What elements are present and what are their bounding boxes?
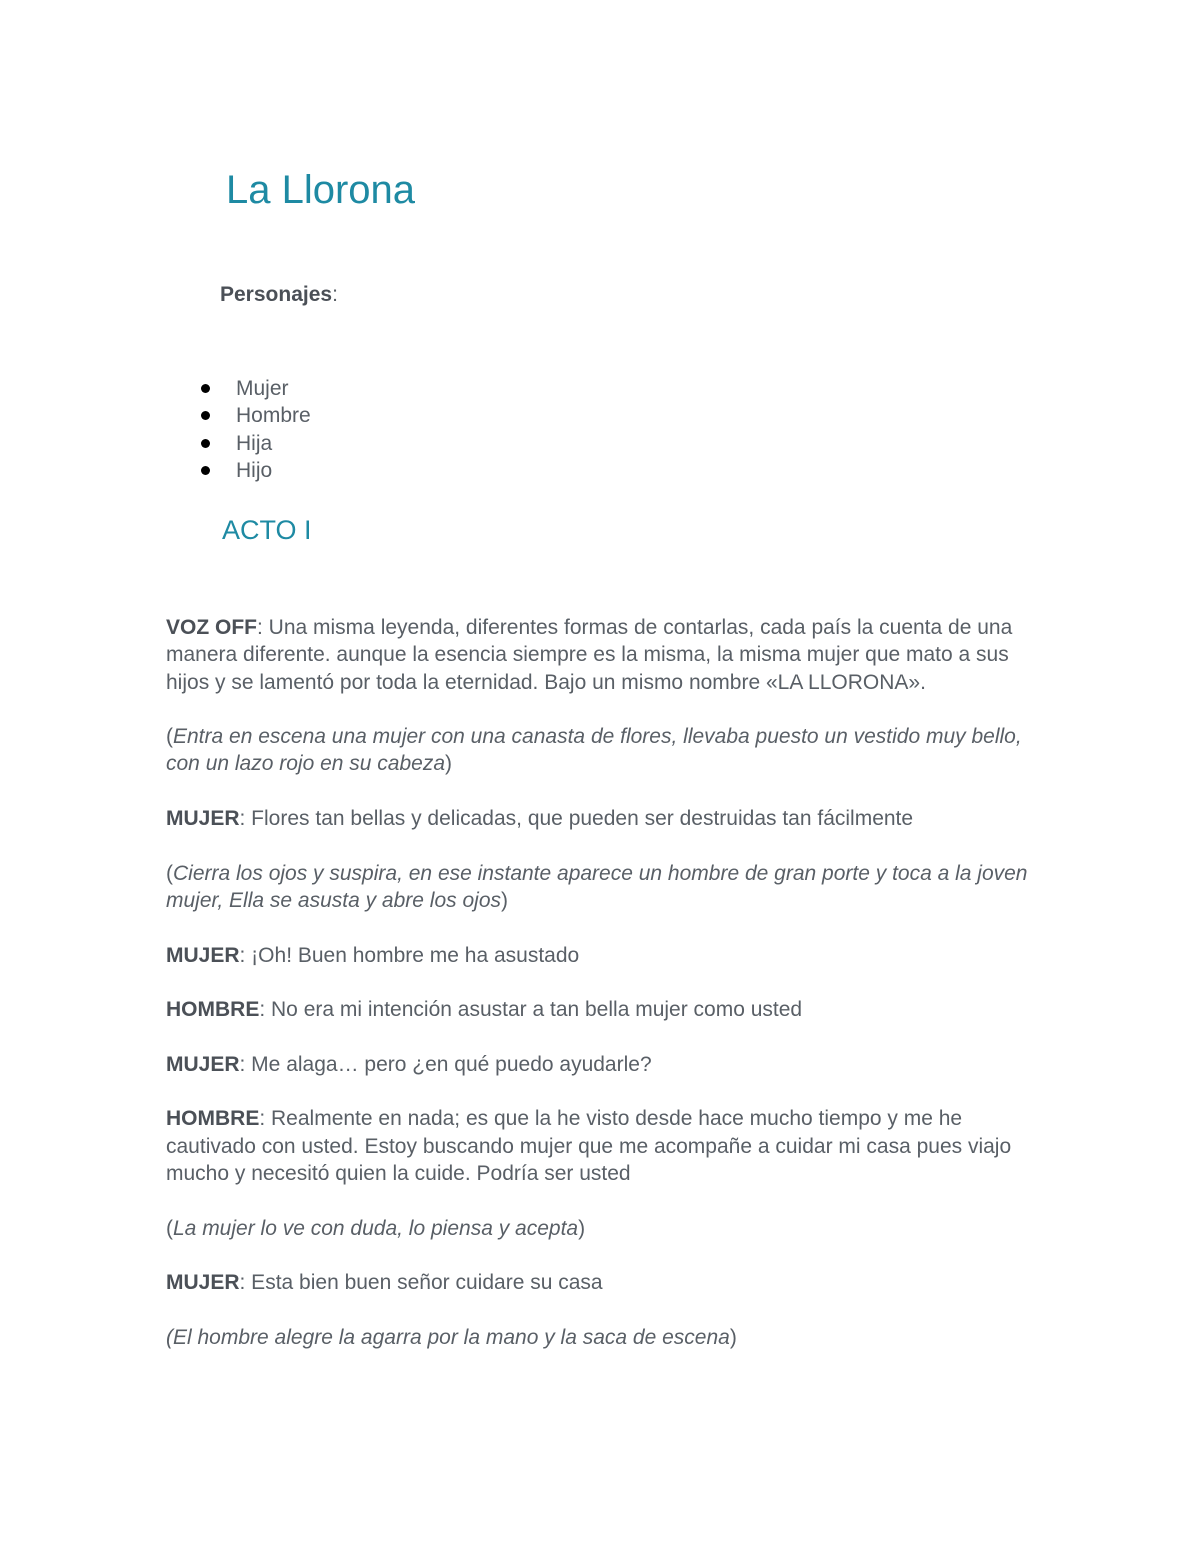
cast-item: [200, 375, 311, 402]
speaker-name: MUJER: [166, 807, 240, 831]
dialogue-line: [166, 1105, 1036, 1187]
cast-item: [200, 430, 311, 457]
stage-direction-content: El hombre alegre la agarra por la mano y la saca de escena: [173, 1325, 730, 1349]
stage-direction: (Cierra los ojos y suspira, en ese instante aparece un hombre de gran porte y toca a la joven mujer, Ella se asusta y abre los ojos): [166, 861, 1028, 912]
speaker-name: VOZ OFF: [166, 616, 257, 639]
dialogue-line: [166, 996, 1036, 1023]
speaker-name: HOMBRE: [166, 998, 260, 1022]
speaker-name: MUJER: [166, 1052, 240, 1076]
stage-direction-text: La mujer lo ve con duda, lo piensa y acepta: [173, 1216, 579, 1240]
cast-item-label: Mujer: [236, 377, 289, 400]
stage-direction: (El hombre alegre la agarra por la mano y la saca de escena): [166, 1325, 737, 1349]
stage-direction-text: (El hombre alegre la agarra por la mano y la saca de escena: [166, 1325, 730, 1349]
dialogue-text: : No era mi intención asustar a tan bella mujer como usted: [259, 998, 803, 1022]
bullet-icon: [201, 439, 210, 448]
dialogue-text: : Realmente en nada; es que la he visto desde hace mucho tiempo y me he cautivado con usted. Estoy buscando mujer que me acompañe a cuidar mi casa pues viajo mucho y necesitó quien la cuide. Podría ser usted: [166, 1107, 1012, 1185]
cast-item: [200, 402, 311, 429]
cast-label-text: Personajes: [220, 283, 333, 306]
act-heading: ACTO I: [222, 515, 312, 545]
stage-direction-text: Cierra los ojos y suspira, en ese instante aparece un hombre de gran porte y toca a la joven mujer, Ella se asusta y abre los ojos: [166, 861, 1028, 912]
speaker-name: MUJER: [166, 1271, 240, 1295]
cast-item: [200, 457, 311, 484]
stage-direction-text: Entra en escena una mujer con una canasta de flores, llevaba puesto un vestido muy bello, con un lazo rojo en su cabeza: [166, 725, 1022, 776]
dialogue-line: [166, 942, 1036, 969]
dialogue-line: [166, 805, 1036, 832]
cast-label: [220, 281, 338, 309]
dialogue-line: [166, 614, 1036, 696]
document-title: La Llorona: [226, 168, 416, 212]
speaker-name: MUJER: [166, 943, 240, 967]
script-body: [166, 614, 1036, 1378]
dialogue-text: : Me alaga… pero ¿en qué puedo ayudarle?: [239, 1052, 652, 1076]
dialogue-line: [166, 1269, 1036, 1296]
cast-label-colon: :: [332, 283, 338, 306]
bullet-icon: [201, 466, 210, 475]
dialogue-line: [166, 1051, 1036, 1078]
stage-direction: (Entra en escena una mujer con una canasta de flores, llevaba puesto un vestido muy bello, con un lazo rojo en su cabeza): [166, 725, 1022, 776]
dialogue-text: : Flores tan bellas y delicadas, que pueden ser destruidas tan fácilmente: [239, 807, 914, 831]
cast-list: [200, 375, 311, 484]
cast-item-label: Hijo: [236, 458, 273, 482]
dialogue-text: : Una misma leyenda, diferentes formas de contarlas, cada país la cuenta de una manera diferente. aunque la esencia siempre es la misma, la misma mujer que mato a sus hijos y se lamentó por toda la eternidad. Bajo un mismo nombre «LA LLORONA».: [166, 616, 1013, 694]
cast-item-label: Hombre: [236, 404, 311, 428]
cast-item-label: Hija: [236, 431, 273, 455]
dialogue-text: : ¡Oh! Buen hombre me ha asustado: [239, 943, 580, 967]
speaker-name: HOMBRE: [166, 1107, 260, 1131]
bullet-icon: [201, 384, 210, 393]
stage-direction: (La mujer lo ve con duda, lo piensa y acepta): [166, 1216, 586, 1240]
dialogue-text: : Esta bien buen señor cuidare su casa: [239, 1271, 603, 1295]
bullet-icon: [201, 411, 210, 420]
